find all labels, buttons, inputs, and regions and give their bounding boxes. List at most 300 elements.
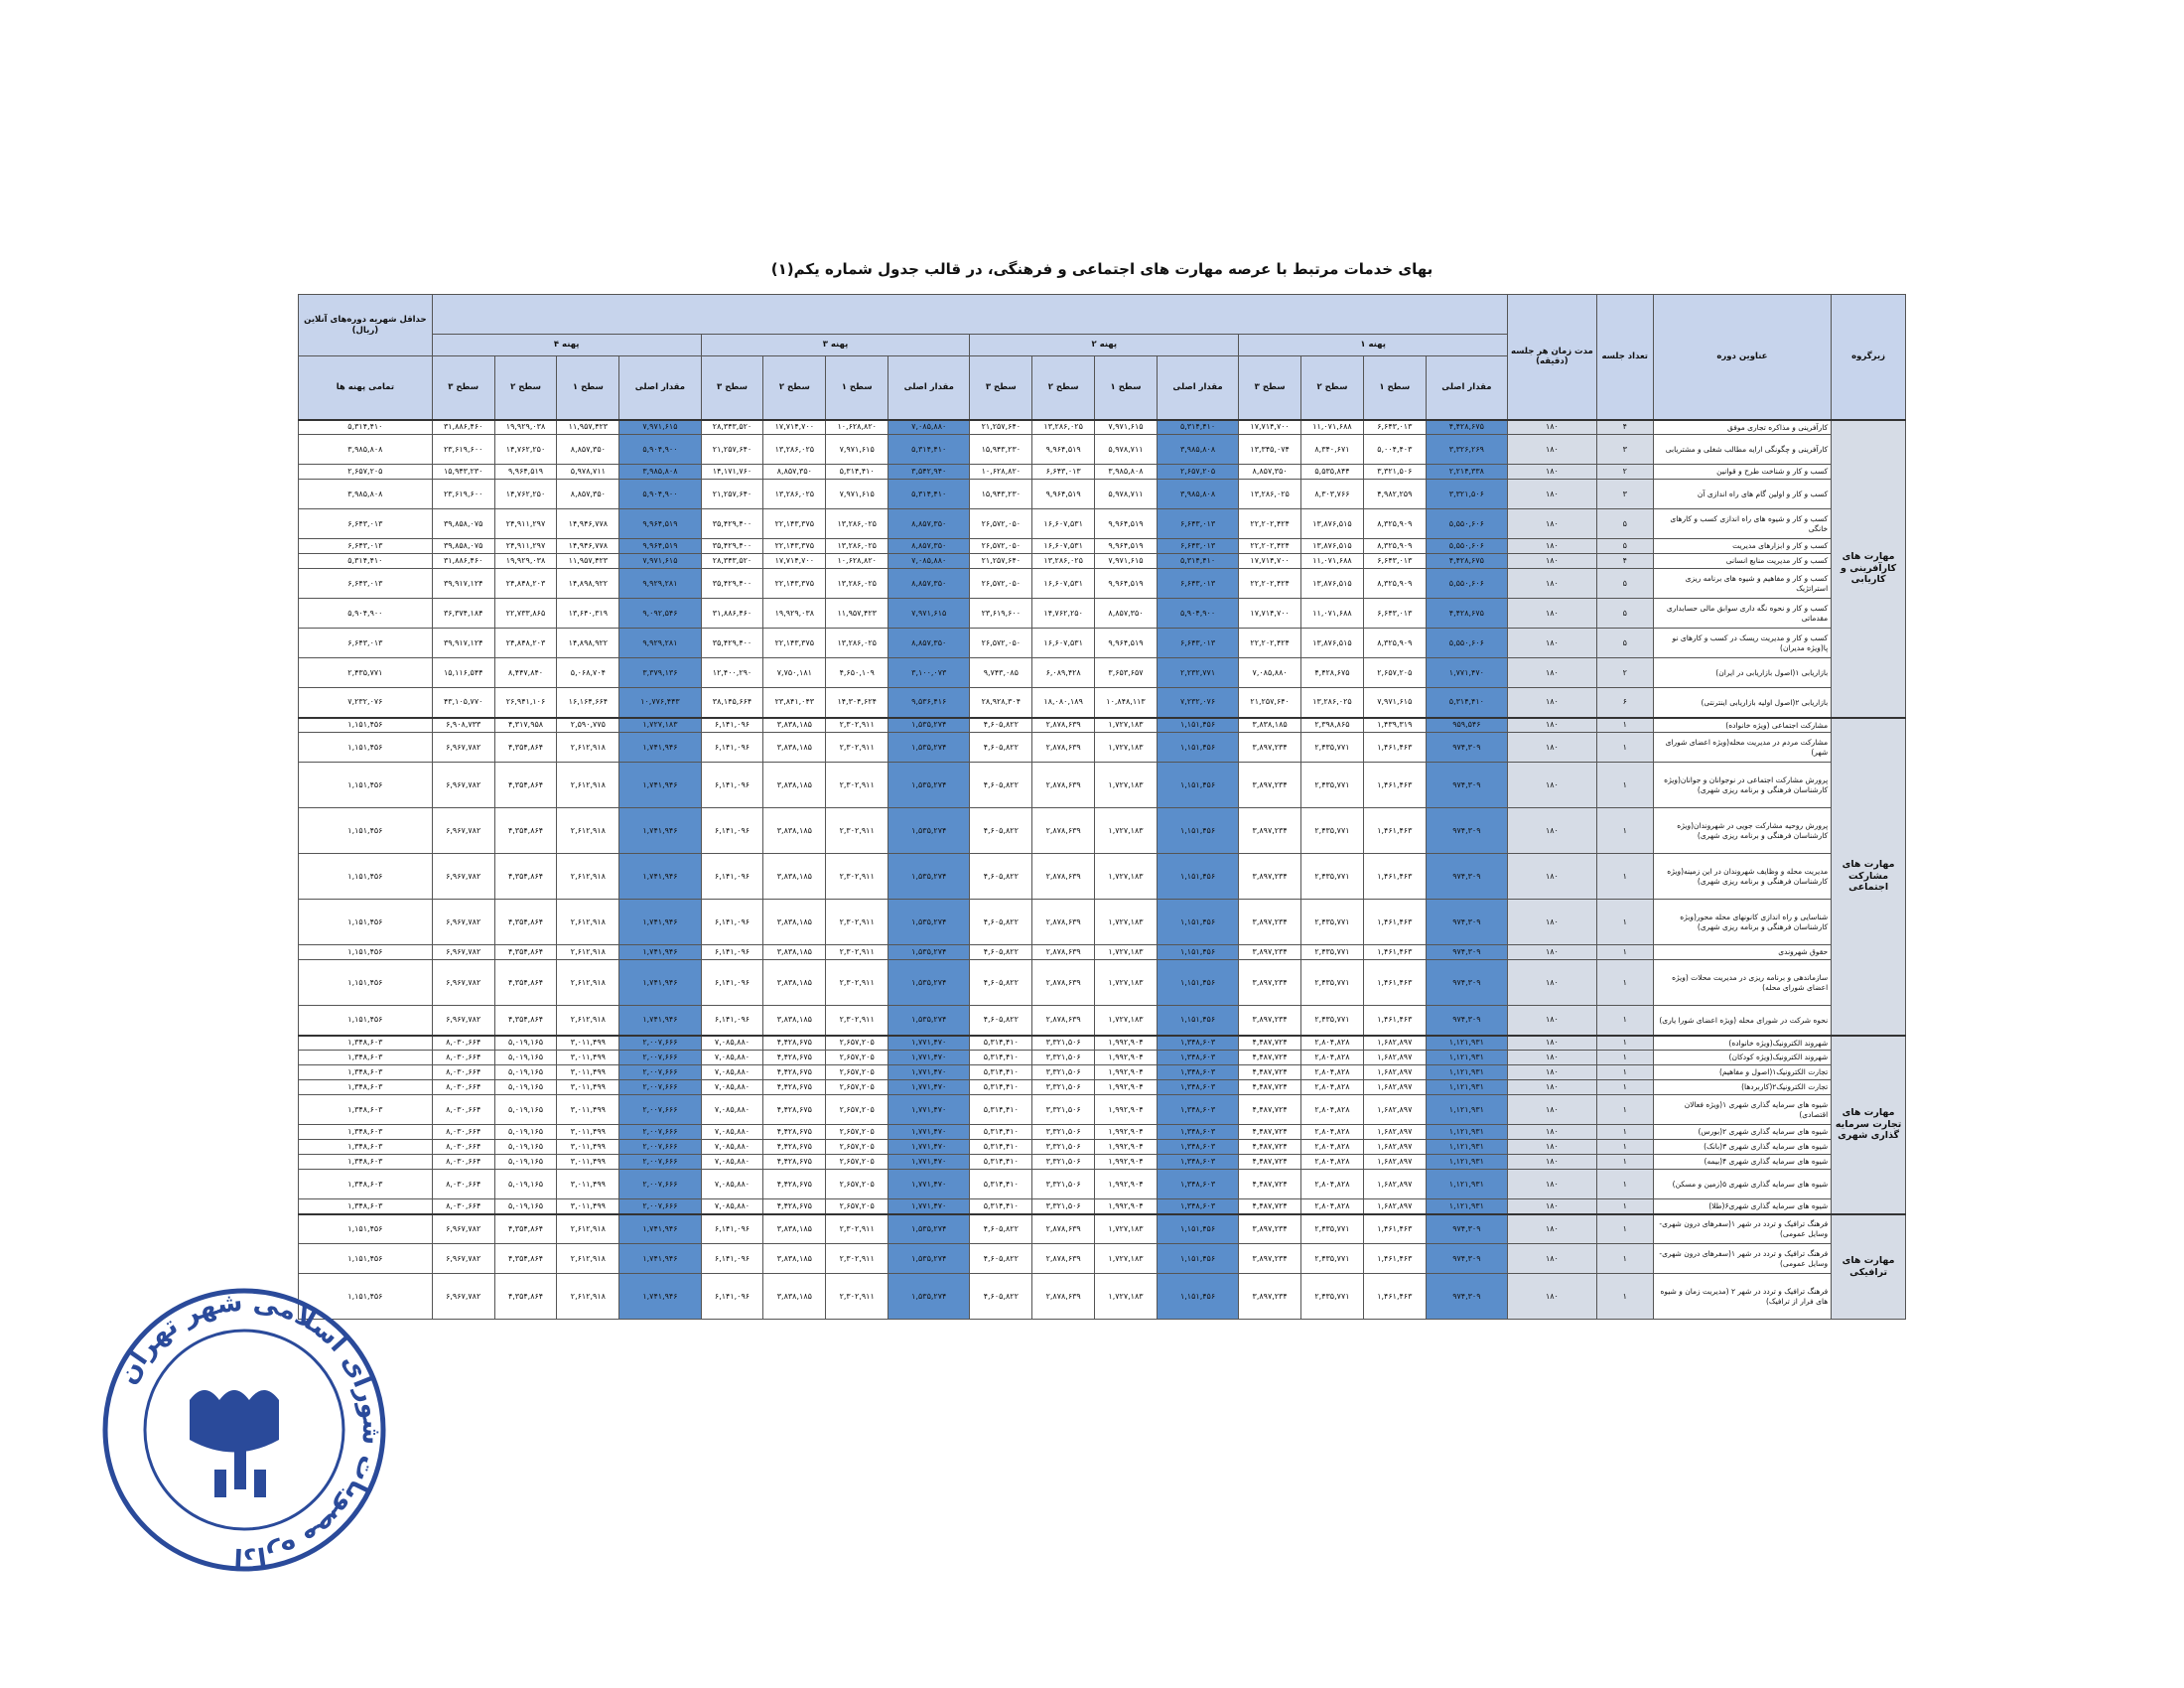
price-cell: ۳,۳۲۱,۵۰۶	[1426, 480, 1507, 509]
price-cell: ۱۳,۸۷۶,۵۱۵	[1301, 569, 1364, 599]
price-cell: ۴,۶۰۵,۸۲۲	[970, 1006, 1032, 1036]
price-cell: ۴,۶۰۵,۸۲۲	[970, 733, 1032, 763]
price-cell: ۳,۸۹۷,۲۳۴	[1239, 733, 1301, 763]
price-cell: ۷,۹۷۱,۶۱۵	[888, 599, 970, 629]
price-cell: ۴,۶۰۵,۸۲۲	[970, 1244, 1032, 1274]
price-cell: ۳۵,۴۲۹,۴۰۰	[701, 629, 763, 658]
price-cell: ۸,۸۵۷,۳۵۰	[888, 509, 970, 539]
price-cell: ۲۶,۹۴۱,۱۰۶	[494, 688, 557, 718]
price-cell: ۱,۱۵۱,۴۵۶	[1157, 718, 1238, 733]
header-sub-col: سطح ۳	[432, 356, 494, 420]
online-min-cell: ۶,۶۴۳,۰۱۳	[299, 629, 433, 658]
price-cell: ۹۷۴,۳۰۹	[1426, 808, 1507, 854]
price-cell: ۱,۹۹۲,۹۰۴	[1095, 1199, 1158, 1214]
price-cell: ۲,۸۰۴,۸۲۸	[1301, 1065, 1364, 1080]
price-cell: ۲,۸۷۸,۶۳۹	[1032, 960, 1095, 1006]
price-cell: ۲,۶۵۷,۲۰۵	[826, 1125, 888, 1140]
price-cell: ۹۷۴,۳۰۹	[1426, 900, 1507, 945]
price-cell: ۱,۵۳۵,۲۷۴	[888, 945, 970, 960]
price-cell: ۱,۱۲۱,۹۳۱	[1426, 1036, 1507, 1051]
course-title: شناسایی و راه اندازی کانونهای محله محور(ویژه کارشناسان فرهنگی و برنامه ریزی شهری)	[1653, 900, 1832, 945]
price-cell: ۱,۴۶۱,۴۶۳	[1363, 854, 1426, 900]
online-min-cell: ۱,۱۵۱,۴۵۶	[299, 900, 433, 945]
price-cell: ۱۱,۹۵۷,۴۲۳	[826, 599, 888, 629]
price-cell: ۱۲,۴۰۰,۲۹۰	[701, 658, 763, 688]
price-cell: ۱,۹۹۲,۹۰۴	[1095, 1065, 1158, 1080]
header-band: پهنه ۳	[701, 335, 970, 356]
duration-cell: ۱۸۰	[1508, 1125, 1597, 1140]
table-row	[299, 554, 1906, 569]
price-cell: ۶,۹۶۷,۷۸۲	[432, 945, 494, 960]
price-cell: ۱۶,۱۶۴,۶۶۴	[557, 688, 619, 718]
price-cell: ۲,۸۷۸,۶۳۹	[1032, 1274, 1095, 1320]
price-cell: ۸,۸۵۷,۳۵۰	[888, 539, 970, 554]
course-title: کسب و کار مدیریت منابع انسانی	[1653, 554, 1832, 569]
price-cell: ۵,۳۱۴,۴۱۰	[970, 1199, 1032, 1214]
online-min-cell: ۱,۱۵۱,۴۵۶	[299, 733, 433, 763]
sessions-cell: ۵	[1596, 569, 1653, 599]
course-title: پرورش روحیه مشارکت جویی در شهروندان(ویژه کارشناسان فرهنگی و برنامه ریزی شهری)	[1653, 808, 1832, 854]
price-cell: ۳۵,۴۲۹,۴۰۰	[701, 539, 763, 554]
sessions-cell: ۱	[1596, 945, 1653, 960]
price-cell: ۱,۷۷۱,۴۷۰	[888, 1036, 970, 1051]
price-cell: ۱,۹۹۲,۹۰۴	[1095, 1125, 1158, 1140]
price-cell: ۱۳,۲۸۶,۰۲۵	[1032, 554, 1095, 569]
price-cell: ۱,۷۲۷,۱۸۳	[619, 718, 701, 733]
price-cell: ۷,۰۸۵,۸۸۰	[701, 1140, 763, 1155]
price-cell: ۲,۳۰۲,۹۱۱	[826, 763, 888, 808]
price-cell: ۸,۰۳۰,۶۶۴	[432, 1065, 494, 1080]
table-row	[299, 1140, 1906, 1155]
subgroup-cell: مهارت های کارآفرینی و کاریابی	[1832, 420, 1906, 718]
price-cell: ۴,۴۲۸,۶۷۵	[1426, 420, 1507, 435]
price-cell: ۲,۸۰۴,۸۲۸	[1301, 1170, 1364, 1199]
price-cell: ۲,۶۱۲,۹۱۸	[557, 1006, 619, 1036]
course-title: شیوه های سرمایه گذاری شهری ۱(ویژه فعالان اقتصادی)	[1653, 1095, 1832, 1125]
price-cell: ۱,۵۳۵,۲۷۴	[888, 718, 970, 733]
price-cell: ۲۸,۳۴۳,۵۲۰	[701, 420, 763, 435]
sessions-cell: ۱	[1596, 1065, 1653, 1080]
price-cell: ۱۷,۷۱۴,۷۰۰	[1239, 554, 1301, 569]
price-cell: ۹۷۴,۳۰۹	[1426, 763, 1507, 808]
price-cell: ۴,۴۸۷,۷۲۴	[1239, 1170, 1301, 1199]
price-cell: ۵,۳۱۴,۴۱۰	[970, 1140, 1032, 1155]
price-cell: ۱,۳۴۸,۶۰۳	[1157, 1036, 1238, 1051]
sessions-cell: ۱	[1596, 1051, 1653, 1065]
price-cell: ۴,۴۸۷,۷۲۴	[1239, 1140, 1301, 1155]
price-cell: ۳,۰۱۱,۴۹۹	[557, 1095, 619, 1125]
course-title: نحوه شرکت در شورای محله (ویژه اعضای شورا یاری)	[1653, 1006, 1832, 1036]
price-cell: ۲,۳۰۲,۹۱۱	[826, 945, 888, 960]
price-cell: ۱۴,۳۰۴,۶۲۴	[826, 688, 888, 718]
price-cell: ۷,۰۸۵,۸۸۰	[701, 1080, 763, 1095]
duration-cell: ۱۸۰	[1508, 435, 1597, 465]
price-cell: ۱,۱۲۱,۹۳۱	[1426, 1095, 1507, 1125]
price-cell: ۴,۴۲۸,۶۷۵	[763, 1065, 826, 1080]
online-min-cell: ۲,۶۵۷,۲۰۵	[299, 465, 433, 480]
price-cell: ۵,۵۳۵,۸۴۴	[1301, 465, 1364, 480]
price-cell: ۵,۵۵۰,۶۰۶	[1426, 629, 1507, 658]
header-sub-col: مقدار اصلی	[1157, 356, 1238, 420]
stamp-logo-icon	[190, 1390, 279, 1497]
price-cell: ۴,۶۵۰,۱۰۹	[826, 658, 888, 688]
price-cell: ۳,۹۸۵,۸۰۸	[1095, 465, 1158, 480]
price-cell: ۷,۰۸۵,۸۸۰	[701, 1051, 763, 1065]
price-cell: ۱,۹۹۲,۹۰۴	[1095, 1036, 1158, 1051]
price-cell: ۶,۱۴۱,۰۹۶	[701, 960, 763, 1006]
price-cell: ۱۵,۹۴۳,۲۳۰	[432, 465, 494, 480]
price-cell: ۲,۰۰۷,۶۶۶	[619, 1065, 701, 1080]
duration-cell: ۱۸۰	[1508, 509, 1597, 539]
price-cell: ۵,۹۷۸,۷۱۱	[557, 465, 619, 480]
duration-cell: ۱۸۰	[1508, 569, 1597, 599]
price-cell: ۱,۱۲۱,۹۳۱	[1426, 1199, 1507, 1214]
price-cell: ۲,۶۵۷,۲۰۵	[826, 1080, 888, 1095]
price-cell: ۴,۴۸۷,۷۲۴	[1239, 1199, 1301, 1214]
online-min-cell: ۱,۳۴۸,۶۰۳	[299, 1080, 433, 1095]
price-cell: ۲,۶۱۲,۹۱۸	[557, 733, 619, 763]
price-cell: ۶,۹۶۷,۷۸۲	[432, 733, 494, 763]
price-cell: ۷,۷۵۰,۱۸۱	[763, 658, 826, 688]
price-cell: ۱,۷۷۱,۴۷۰	[888, 1080, 970, 1095]
duration-cell: ۱۸۰	[1508, 1214, 1597, 1244]
price-cell: ۱۱,۹۵۷,۴۲۳	[557, 420, 619, 435]
price-cell: ۲,۴۳۵,۷۷۱	[1301, 1006, 1364, 1036]
price-cell: ۱۴,۹۴۶,۷۷۸	[557, 539, 619, 554]
online-min-cell: ۶,۶۴۳,۰۱۳	[299, 509, 433, 539]
price-cell: ۲,۶۵۷,۲۰۵	[826, 1140, 888, 1155]
sessions-cell: ۳	[1596, 435, 1653, 465]
price-cell: ۳,۳۲۱,۵۰۶	[1032, 1170, 1095, 1199]
price-cell: ۹۷۴,۳۰۹	[1426, 960, 1507, 1006]
price-cell: ۵,۳۱۴,۴۱۰	[888, 480, 970, 509]
price-cell: ۲,۳۰۲,۹۱۱	[826, 1214, 888, 1244]
price-cell: ۳۱,۸۸۶,۴۶۰	[432, 420, 494, 435]
price-cell: ۵,۰۱۹,۱۶۵	[494, 1036, 557, 1051]
duration-cell: ۱۸۰	[1508, 1051, 1597, 1065]
table-row	[299, 900, 1906, 945]
price-cell: ۱,۵۳۵,۲۷۴	[888, 763, 970, 808]
price-cell: ۴,۴۲۸,۶۷۵	[1426, 554, 1507, 569]
price-cell: ۵,۰۱۹,۱۶۵	[494, 1125, 557, 1140]
price-cell: ۴,۴۲۸,۶۷۵	[763, 1170, 826, 1199]
sessions-cell: ۱	[1596, 1036, 1653, 1051]
price-cell: ۳,۸۹۷,۲۳۴	[1239, 960, 1301, 1006]
price-cell: ۱,۷۴۱,۹۴۶	[619, 808, 701, 854]
price-cell: ۳,۸۳۸,۱۸۵	[763, 808, 826, 854]
price-cell: ۱۳,۸۷۶,۵۱۵	[1301, 509, 1364, 539]
price-cell: ۱,۷۲۷,۱۸۳	[1095, 1244, 1158, 1274]
price-cell: ۱,۷۷۱,۴۷۰	[888, 1051, 970, 1065]
price-cell: ۴,۴۲۸,۶۷۵	[763, 1051, 826, 1065]
price-cell: ۲۸,۳۴۳,۵۲۰	[701, 554, 763, 569]
online-min-cell: ۱,۱۵۱,۴۵۶	[299, 960, 433, 1006]
price-cell: ۹,۹۶۴,۵۱۹	[494, 465, 557, 480]
header-blank	[432, 295, 1507, 335]
price-cell: ۶,۹۶۷,۷۸۲	[432, 1214, 494, 1244]
stamp-text: اداره مصوبات شورای اسلامی شهر تهران	[112, 1287, 387, 1573]
price-cell: ۶,۱۴۱,۰۹۶	[701, 718, 763, 733]
price-cell: ۱,۶۸۲,۸۹۷	[1363, 1095, 1426, 1125]
price-cell: ۵,۹۷۸,۷۱۱	[1095, 480, 1158, 509]
sessions-cell: ۱	[1596, 808, 1653, 854]
header-subgroup: زیرگروه	[1832, 295, 1906, 420]
price-cell: ۱,۶۸۲,۸۹۷	[1363, 1051, 1426, 1065]
price-cell: ۶,۱۴۱,۰۹۶	[701, 1006, 763, 1036]
price-cell: ۲,۴۳۵,۷۷۱	[1301, 960, 1364, 1006]
price-cell: ۸,۳۰۳,۷۶۶	[1301, 480, 1364, 509]
price-cell: ۲۴,۹۱۱,۲۹۷	[494, 509, 557, 539]
price-cell: ۱,۱۵۱,۴۵۶	[1157, 1244, 1238, 1274]
price-cell: ۳,۳۲۱,۵۰۶	[1032, 1199, 1095, 1214]
table-row	[299, 420, 1906, 435]
price-cell: ۱,۵۳۵,۲۷۴	[888, 960, 970, 1006]
sessions-cell: ۵	[1596, 539, 1653, 554]
duration-cell: ۱۸۰	[1508, 1274, 1597, 1320]
sessions-cell: ۲	[1596, 465, 1653, 480]
price-cell: ۲,۴۳۵,۷۷۱	[1301, 763, 1364, 808]
duration-cell: ۱۸۰	[1508, 900, 1597, 945]
price-cell: ۱,۵۳۵,۲۷۴	[888, 1006, 970, 1036]
price-cell: ۱,۹۹۲,۹۰۴	[1095, 1095, 1158, 1125]
price-cell: ۱,۷۷۱,۴۷۰	[888, 1065, 970, 1080]
price-cell: ۱,۷۴۱,۹۴۶	[619, 763, 701, 808]
price-cell: ۳,۳۲۱,۵۰۶	[1032, 1125, 1095, 1140]
table-row	[299, 1125, 1906, 1140]
price-cell: ۸,۰۳۰,۶۶۴	[432, 1155, 494, 1170]
sessions-cell: ۵	[1596, 509, 1653, 539]
sessions-cell: ۳	[1596, 480, 1653, 509]
price-cell: ۷,۰۸۵,۸۸۰	[701, 1170, 763, 1199]
price-cell: ۸,۸۵۷,۳۵۰	[557, 480, 619, 509]
price-cell: ۴,۶۰۵,۸۲۲	[970, 763, 1032, 808]
price-cell: ۳,۳۲۱,۵۰۶	[1032, 1036, 1095, 1051]
price-cell: ۳,۳۲۶,۲۶۹	[1426, 435, 1507, 465]
price-cell: ۱,۱۵۱,۴۵۶	[1157, 1006, 1238, 1036]
price-cell: ۸,۸۵۷,۳۵۰	[888, 629, 970, 658]
price-cell: ۲,۳۰۲,۹۱۱	[826, 733, 888, 763]
price-cell: ۹,۹۶۴,۵۱۹	[1032, 480, 1095, 509]
price-cell: ۲,۸۷۸,۶۳۹	[1032, 733, 1095, 763]
price-cell: ۲۳,۶۱۹,۶۰۰	[432, 480, 494, 509]
price-cell: ۵,۵۵۰,۶۰۶	[1426, 539, 1507, 554]
price-cell: ۱,۷۲۷,۱۸۳	[1095, 1274, 1158, 1320]
price-cell: ۱,۴۶۱,۴۶۳	[1363, 945, 1426, 960]
price-cell: ۶,۱۴۱,۰۹۶	[701, 733, 763, 763]
price-cell: ۱۰,۷۷۶,۴۴۳	[619, 688, 701, 718]
course-title: کارآفرینی و چگونگی ارایه مطالب شغلی و مشتریابی	[1653, 435, 1832, 465]
sessions-cell: ۱	[1596, 1170, 1653, 1199]
price-cell: ۷,۰۸۵,۸۸۰	[888, 554, 970, 569]
price-cell: ۶,۹۶۷,۷۸۲	[432, 900, 494, 945]
price-cell: ۱,۷۴۱,۹۴۶	[619, 733, 701, 763]
price-cell: ۲۳,۶۱۹,۶۰۰	[432, 435, 494, 465]
price-cell: ۲,۸۷۸,۶۳۹	[1032, 1214, 1095, 1244]
price-cell: ۱,۵۳۵,۲۷۴	[888, 808, 970, 854]
online-min-cell: ۱,۱۵۱,۴۵۶	[299, 854, 433, 900]
course-title: کارآفرینی و مذاکره تجاری موفق	[1653, 420, 1832, 435]
price-cell: ۱۴,۷۶۲,۲۵۰	[494, 435, 557, 465]
price-cell: ۲,۶۱۲,۹۱۸	[557, 1274, 619, 1320]
price-cell: ۳,۸۳۸,۱۸۵	[763, 1244, 826, 1274]
price-cell: ۳,۰۱۱,۴۹۹	[557, 1199, 619, 1214]
price-cell: ۵,۰۱۹,۱۶۵	[494, 1170, 557, 1199]
price-cell: ۹,۹۲۹,۲۸۱	[619, 629, 701, 658]
price-cell: ۱۳,۸۷۶,۵۱۵	[1301, 629, 1364, 658]
table-row	[299, 1065, 1906, 1080]
price-cell: ۶,۶۴۳,۰۱۳	[1363, 554, 1426, 569]
price-cell: ۹۷۴,۳۰۹	[1426, 945, 1507, 960]
price-cell: ۲,۸۷۸,۶۳۹	[1032, 808, 1095, 854]
price-cell: ۲۴,۸۴۸,۲۰۳	[494, 629, 557, 658]
price-cell: ۱۱,۰۷۱,۶۸۸	[1301, 599, 1364, 629]
price-cell: ۲,۴۳۵,۷۷۱	[1301, 1244, 1364, 1274]
duration-cell: ۱۸۰	[1508, 763, 1597, 808]
table-row	[299, 1155, 1906, 1170]
price-cell: ۲۲,۱۴۳,۳۷۵	[763, 539, 826, 554]
price-cell: ۱,۷۴۱,۹۴۶	[619, 1244, 701, 1274]
price-cell: ۳۹,۹۱۷,۱۲۴	[432, 569, 494, 599]
sessions-cell: ۱	[1596, 960, 1653, 1006]
price-cell: ۵,۵۵۰,۶۰۶	[1426, 509, 1507, 539]
price-cell: ۲,۳۰۲,۹۱۱	[826, 960, 888, 1006]
price-cell: ۲,۲۱۴,۳۳۸	[1426, 465, 1507, 480]
price-cell: ۱,۵۳۵,۲۷۴	[888, 733, 970, 763]
online-min-cell: ۵,۹۰۴,۹۰۰	[299, 599, 433, 629]
price-cell: ۴,۶۰۵,۸۲۲	[970, 808, 1032, 854]
price-cell: ۱۳,۲۸۶,۰۲۵	[826, 629, 888, 658]
price-cell: ۴,۴۲۸,۶۷۵	[763, 1125, 826, 1140]
price-cell: ۲,۲۳۲,۷۷۱	[1157, 658, 1238, 688]
price-cell: ۱۷,۷۱۴,۷۰۰	[1239, 599, 1301, 629]
price-cell: ۳,۸۳۸,۱۸۵	[763, 733, 826, 763]
price-cell: ۳,۸۹۷,۲۳۴	[1239, 854, 1301, 900]
price-cell: ۱۶,۶۰۷,۵۳۱	[1032, 629, 1095, 658]
sessions-cell: ۱	[1596, 1244, 1653, 1274]
duration-cell: ۱۸۰	[1508, 718, 1597, 733]
price-cell: ۶,۶۴۳,۰۱۳	[1363, 420, 1426, 435]
online-min-cell: ۱,۳۴۸,۶۰۳	[299, 1125, 433, 1140]
price-cell: ۲,۸۰۴,۸۲۸	[1301, 1125, 1364, 1140]
price-cell: ۴,۳۵۴,۸۶۴	[494, 1214, 557, 1244]
price-cell: ۱,۷۷۱,۴۷۰	[888, 1125, 970, 1140]
table-row	[299, 1199, 1906, 1214]
duration-cell: ۱۸۰	[1508, 1065, 1597, 1080]
price-cell: ۲,۴۳۵,۷۷۱	[1301, 808, 1364, 854]
course-title: کسب و کار و شناخت طرح و قوانین	[1653, 465, 1832, 480]
header-sessions: تعداد جلسه	[1596, 295, 1653, 420]
price-cell: ۲,۶۵۷,۲۰۵	[826, 1170, 888, 1199]
price-cell: ۶,۹۶۷,۷۸۲	[432, 1244, 494, 1274]
price-cell: ۹,۹۶۴,۵۱۹	[1032, 435, 1095, 465]
price-cell: ۱۱,۹۵۷,۴۲۳	[557, 554, 619, 569]
price-cell: ۵,۳۱۴,۴۱۰	[826, 465, 888, 480]
price-cell: ۳,۹۸۵,۸۰۸	[1157, 435, 1238, 465]
course-title: کسب و کار و نحوه نگه داری سوابق مالی حسابداری مقدماتی	[1653, 599, 1832, 629]
online-min-cell: ۳,۹۸۵,۸۰۸	[299, 435, 433, 465]
price-cell: ۲,۸۷۸,۶۳۹	[1032, 1006, 1095, 1036]
price-cell: ۱,۷۴۱,۹۴۶	[619, 1274, 701, 1320]
price-cell: ۱۴,۸۹۸,۹۲۲	[557, 569, 619, 599]
price-cell: ۲,۳۰۲,۹۱۱	[826, 1244, 888, 1274]
price-cell: ۳,۸۳۸,۱۸۵	[763, 960, 826, 1006]
price-cell: ۱۱,۰۷۱,۶۸۸	[1301, 554, 1364, 569]
price-cell: ۴,۴۸۷,۷۲۴	[1239, 1095, 1301, 1125]
price-cell: ۲,۶۱۲,۹۱۸	[557, 960, 619, 1006]
price-cell: ۲,۸۷۸,۶۳۹	[1032, 854, 1095, 900]
table-row	[299, 509, 1906, 539]
table-row	[299, 658, 1906, 688]
sessions-cell: ۱	[1596, 763, 1653, 808]
course-title: کسب و کار و مفاهیم و شیوه های برنامه ریزی استراتژیک	[1653, 569, 1832, 599]
price-cell: ۲,۳۰۲,۹۱۱	[826, 854, 888, 900]
price-cell: ۱۶,۶۰۷,۵۳۱	[1032, 539, 1095, 554]
price-cell: ۴,۶۰۵,۸۲۲	[970, 718, 1032, 733]
price-cell: ۱۴,۷۶۲,۲۵۰	[494, 480, 557, 509]
price-cell: ۴,۶۰۵,۸۲۲	[970, 1274, 1032, 1320]
price-cell: ۵,۰۱۹,۱۶۵	[494, 1095, 557, 1125]
price-cell: ۶,۱۴۱,۰۹۶	[701, 1274, 763, 1320]
price-cell: ۲۲,۲۰۲,۴۲۴	[1239, 539, 1301, 554]
sessions-cell: ۶	[1596, 688, 1653, 718]
sessions-cell: ۱	[1596, 1274, 1653, 1320]
price-cell: ۵,۳۱۴,۴۱۰	[970, 1155, 1032, 1170]
price-cell: ۵,۹۷۸,۷۱۱	[1095, 435, 1158, 465]
price-cell: ۹,۰۹۲,۵۴۶	[619, 599, 701, 629]
price-cell: ۵,۰۱۹,۱۶۵	[494, 1065, 557, 1080]
price-cell: ۷,۰۸۵,۸۸۰	[701, 1125, 763, 1140]
price-cell: ۲۲,۲۰۲,۴۲۴	[1239, 569, 1301, 599]
duration-cell: ۱۸۰	[1508, 1170, 1597, 1199]
price-cell: ۲,۶۵۷,۲۰۵	[826, 1155, 888, 1170]
price-cell: ۱,۱۵۱,۴۵۶	[1157, 960, 1238, 1006]
price-cell: ۱,۱۲۱,۹۳۱	[1426, 1140, 1507, 1155]
duration-cell: ۱۸۰	[1508, 658, 1597, 688]
duration-cell: ۱۸۰	[1508, 1095, 1597, 1125]
price-cell: ۱,۹۹۲,۹۰۴	[1095, 1080, 1158, 1095]
price-cell: ۶,۰۸۹,۴۲۸	[1032, 658, 1095, 688]
table-row	[299, 1095, 1906, 1125]
price-cell: ۷,۰۸۵,۸۸۰	[701, 1065, 763, 1080]
price-cell: ۲,۸۰۴,۸۲۸	[1301, 1155, 1364, 1170]
price-cell: ۵,۹۰۴,۹۰۰	[1157, 599, 1238, 629]
price-cell: ۱۳,۶۴۰,۳۱۹	[557, 599, 619, 629]
price-cell: ۳,۳۲۱,۵۰۶	[1032, 1155, 1095, 1170]
price-cell: ۳,۰۱۱,۴۹۹	[557, 1051, 619, 1065]
price-cell: ۴,۴۲۸,۶۷۵	[1426, 599, 1507, 629]
price-cell: ۱,۷۷۱,۴۷۰	[888, 1140, 970, 1155]
price-cell: ۶,۶۴۳,۰۱۳	[1157, 509, 1238, 539]
duration-cell: ۱۸۰	[1508, 945, 1597, 960]
price-cell: ۵,۳۱۴,۴۱۰	[970, 1080, 1032, 1095]
price-cell: ۱۷,۷۱۴,۷۰۰	[1239, 420, 1301, 435]
price-cell: ۴,۳۵۴,۸۶۴	[494, 945, 557, 960]
price-cell: ۶,۹۰۸,۷۳۳	[432, 718, 494, 733]
price-cell: ۸,۳۲۵,۹۰۹	[1363, 539, 1426, 554]
header-band: پهنه ۴	[432, 335, 701, 356]
price-cell: ۲,۸۰۴,۸۲۸	[1301, 1199, 1364, 1214]
price-cell: ۱,۳۴۸,۶۰۳	[1157, 1065, 1238, 1080]
price-cell: ۳,۸۳۸,۱۸۵	[763, 1274, 826, 1320]
table-row	[299, 1080, 1906, 1095]
price-cell: ۱,۹۹۲,۹۰۴	[1095, 1155, 1158, 1170]
price-cell: ۱۴,۸۹۸,۹۲۲	[557, 629, 619, 658]
price-cell: ۶,۹۶۷,۷۸۲	[432, 854, 494, 900]
price-cell: ۶,۹۶۷,۷۸۲	[432, 1274, 494, 1320]
price-cell: ۱,۳۴۸,۶۰۳	[1157, 1125, 1238, 1140]
price-cell: ۱۴,۱۷۱,۷۶۰	[701, 465, 763, 480]
price-cell: ۲,۸۰۴,۸۲۸	[1301, 1036, 1364, 1051]
